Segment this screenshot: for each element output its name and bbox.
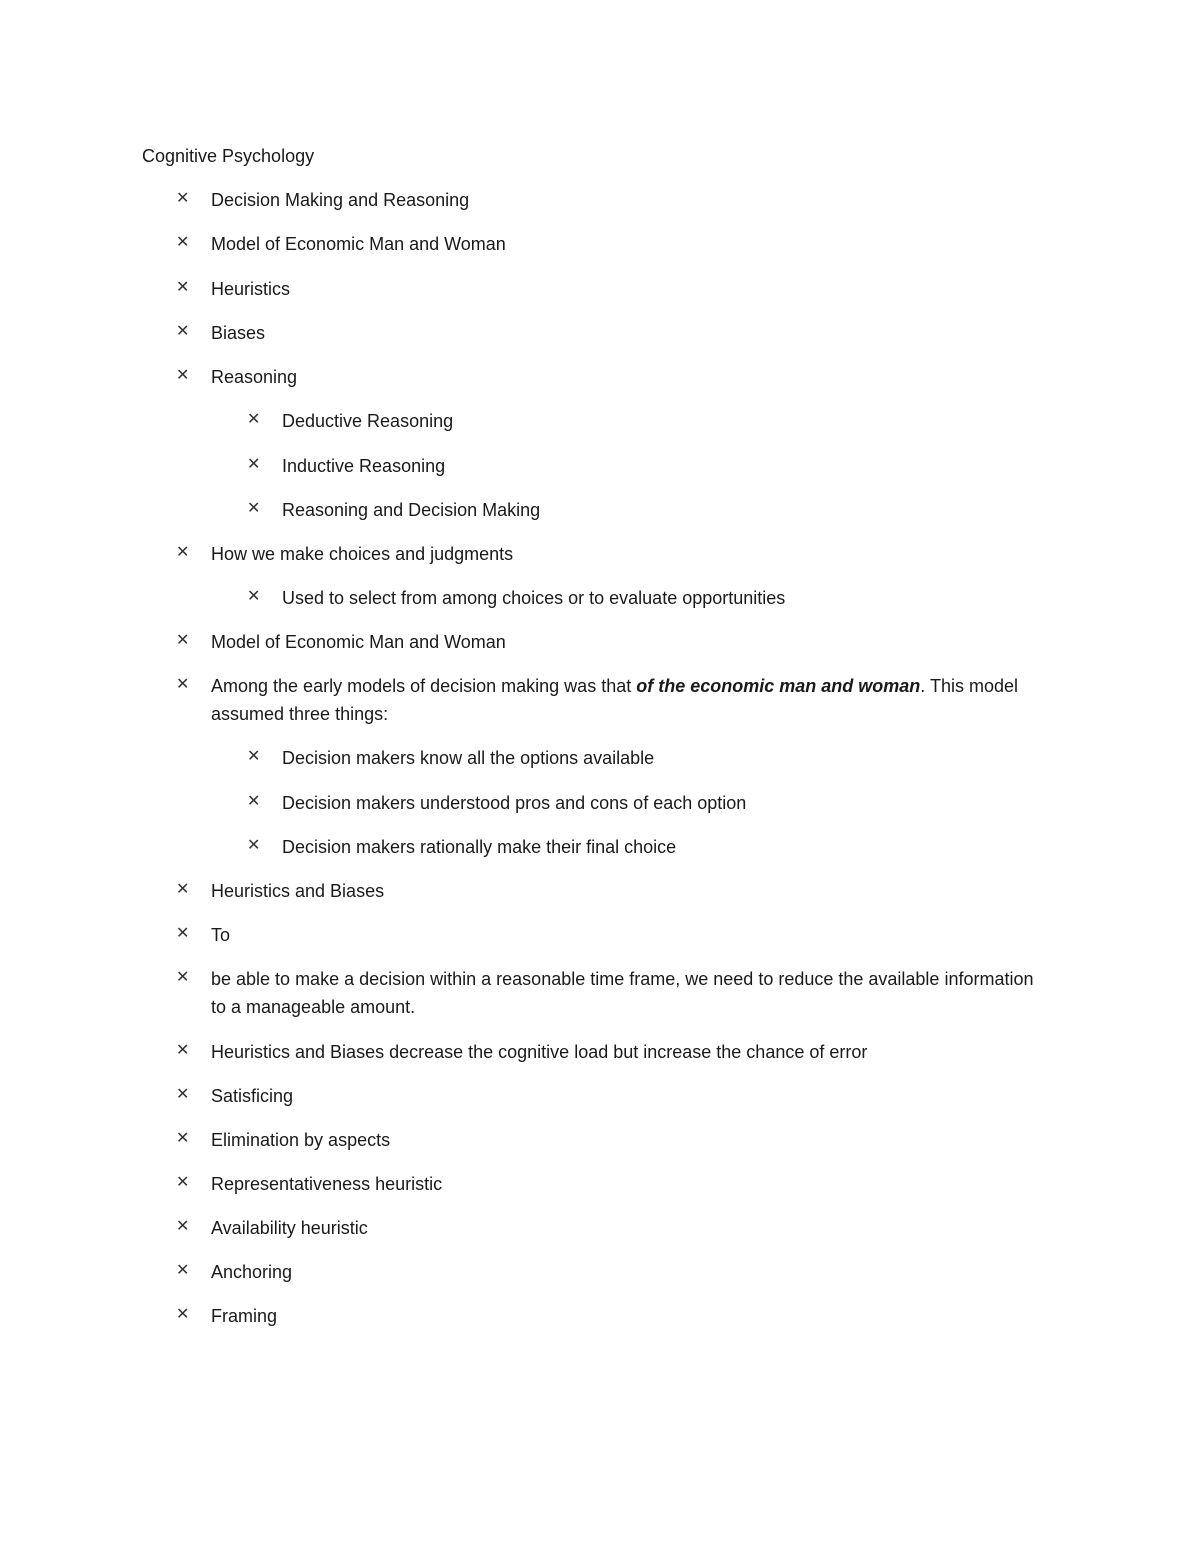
list-item: [176, 877, 1036, 905]
sub-list-item: [247, 833, 1037, 861]
x-bullet-icon: ✕: [176, 1042, 190, 1059]
list-item-text: Anchoring: [211, 1262, 293, 1282]
list-item: [176, 921, 1036, 949]
sub-list-item: [247, 584, 1037, 612]
list-item-text: How we make choices and judgments: [211, 544, 514, 564]
x-bullet-icon: ✕: [176, 1130, 190, 1147]
x-bullet-icon: ✕: [247, 411, 261, 428]
list-item: [176, 186, 1036, 214]
list-item: [176, 672, 1036, 728]
list-item-text: To: [211, 925, 231, 945]
list-item-text: Availability heuristic: [211, 1218, 368, 1238]
x-bullet-icon: ✕: [176, 881, 190, 898]
list-item: [176, 230, 1036, 258]
x-bullet-icon: ✕: [247, 748, 261, 765]
x-bullet-icon: ✕: [176, 676, 190, 693]
x-bullet-icon: ✕: [176, 1174, 190, 1191]
sub-list-item: [247, 744, 1037, 772]
x-bullet-icon: ✕: [176, 544, 190, 561]
list-item-text: Used to select from among choices or to evaluate opportunities: [282, 588, 786, 608]
x-bullet-icon: ✕: [247, 456, 261, 473]
list-item: [176, 1258, 1036, 1286]
list-item-text: Inductive Reasoning: [282, 456, 446, 476]
list-item-text: Decision makers rationally make their final choice: [282, 837, 677, 857]
list-item-text: Reasoning and Decision Making: [282, 500, 541, 520]
x-bullet-icon: ✕: [176, 234, 190, 251]
list-item-text: Decision Making and Reasoning: [211, 190, 470, 210]
list-item: [176, 1126, 1036, 1154]
x-bullet-icon: ✕: [176, 1306, 190, 1323]
x-bullet-icon: ✕: [176, 969, 190, 986]
x-bullet-icon: ✕: [247, 837, 261, 854]
list-item: [176, 1214, 1036, 1242]
list-item: [176, 1170, 1036, 1198]
x-bullet-icon: ✕: [176, 1086, 190, 1103]
list-item-text: Representativeness heuristic: [211, 1174, 443, 1194]
text-plain: . This model assumed three things:: [211, 676, 1018, 724]
list-item-text: Decision makers understood pros and cons of each option: [282, 793, 747, 813]
x-bullet-icon: ✕: [176, 323, 190, 340]
text-plain: Among the early models of decision making was that: [211, 676, 637, 696]
list-item: [176, 1082, 1036, 1110]
list-item: [176, 1302, 1036, 1330]
list-item: [176, 965, 1036, 1021]
list-item-text: Satisficing: [211, 1086, 294, 1106]
x-bullet-icon: ✕: [176, 190, 190, 207]
sub-list-item: [247, 452, 1037, 480]
list-item-text: Biases: [211, 323, 266, 343]
x-bullet-icon: ✕: [176, 1218, 190, 1235]
list-item: [176, 540, 1036, 568]
list-item-text: Reasoning: [211, 367, 298, 387]
x-bullet-icon: ✕: [247, 588, 261, 605]
list-item: [176, 628, 1036, 656]
x-bullet-icon: ✕: [176, 1262, 190, 1279]
list-item-text: Model of Economic Man and Woman: [211, 234, 506, 254]
list-item-text: be able to make a decision within a reasonable time frame, we need to reduce the available information to a manageable amount.: [211, 969, 1034, 1017]
sub-list-item: [247, 789, 1037, 817]
x-bullet-icon: ✕: [176, 279, 190, 296]
text-emphasis: of the economic man and woman: [636, 676, 921, 696]
list-item-text: Heuristics and Biases: [211, 881, 385, 901]
list-item: [176, 319, 1036, 347]
x-bullet-icon: ✕: [247, 500, 261, 517]
x-bullet-icon: ✕: [176, 925, 190, 942]
list-item-text: Heuristics: [211, 279, 291, 299]
document-title: Cognitive Psychology: [142, 146, 315, 166]
x-bullet-icon: ✕: [176, 632, 190, 649]
sub-list-item: [247, 407, 1037, 435]
list-item: [176, 275, 1036, 303]
x-bullet-icon: ✕: [247, 793, 261, 810]
list-item-text: Framing: [211, 1306, 278, 1326]
sub-list-item: [247, 496, 1037, 524]
list-item-text: Decision makers know all the options available: [282, 748, 655, 768]
list-item-text: Heuristics and Biases decrease the cognitive load but increase the chance of error: [211, 1042, 868, 1062]
list-item-text: Model of Economic Man and Woman: [211, 632, 506, 652]
x-bullet-icon: ✕: [176, 367, 190, 384]
list-item-text: Elimination by aspects: [211, 1130, 391, 1150]
list-item-text: [211, 672, 1036, 728]
list-item: [176, 1038, 1036, 1066]
list-item-text: Deductive Reasoning: [282, 411, 454, 431]
list-item: [176, 363, 1036, 391]
